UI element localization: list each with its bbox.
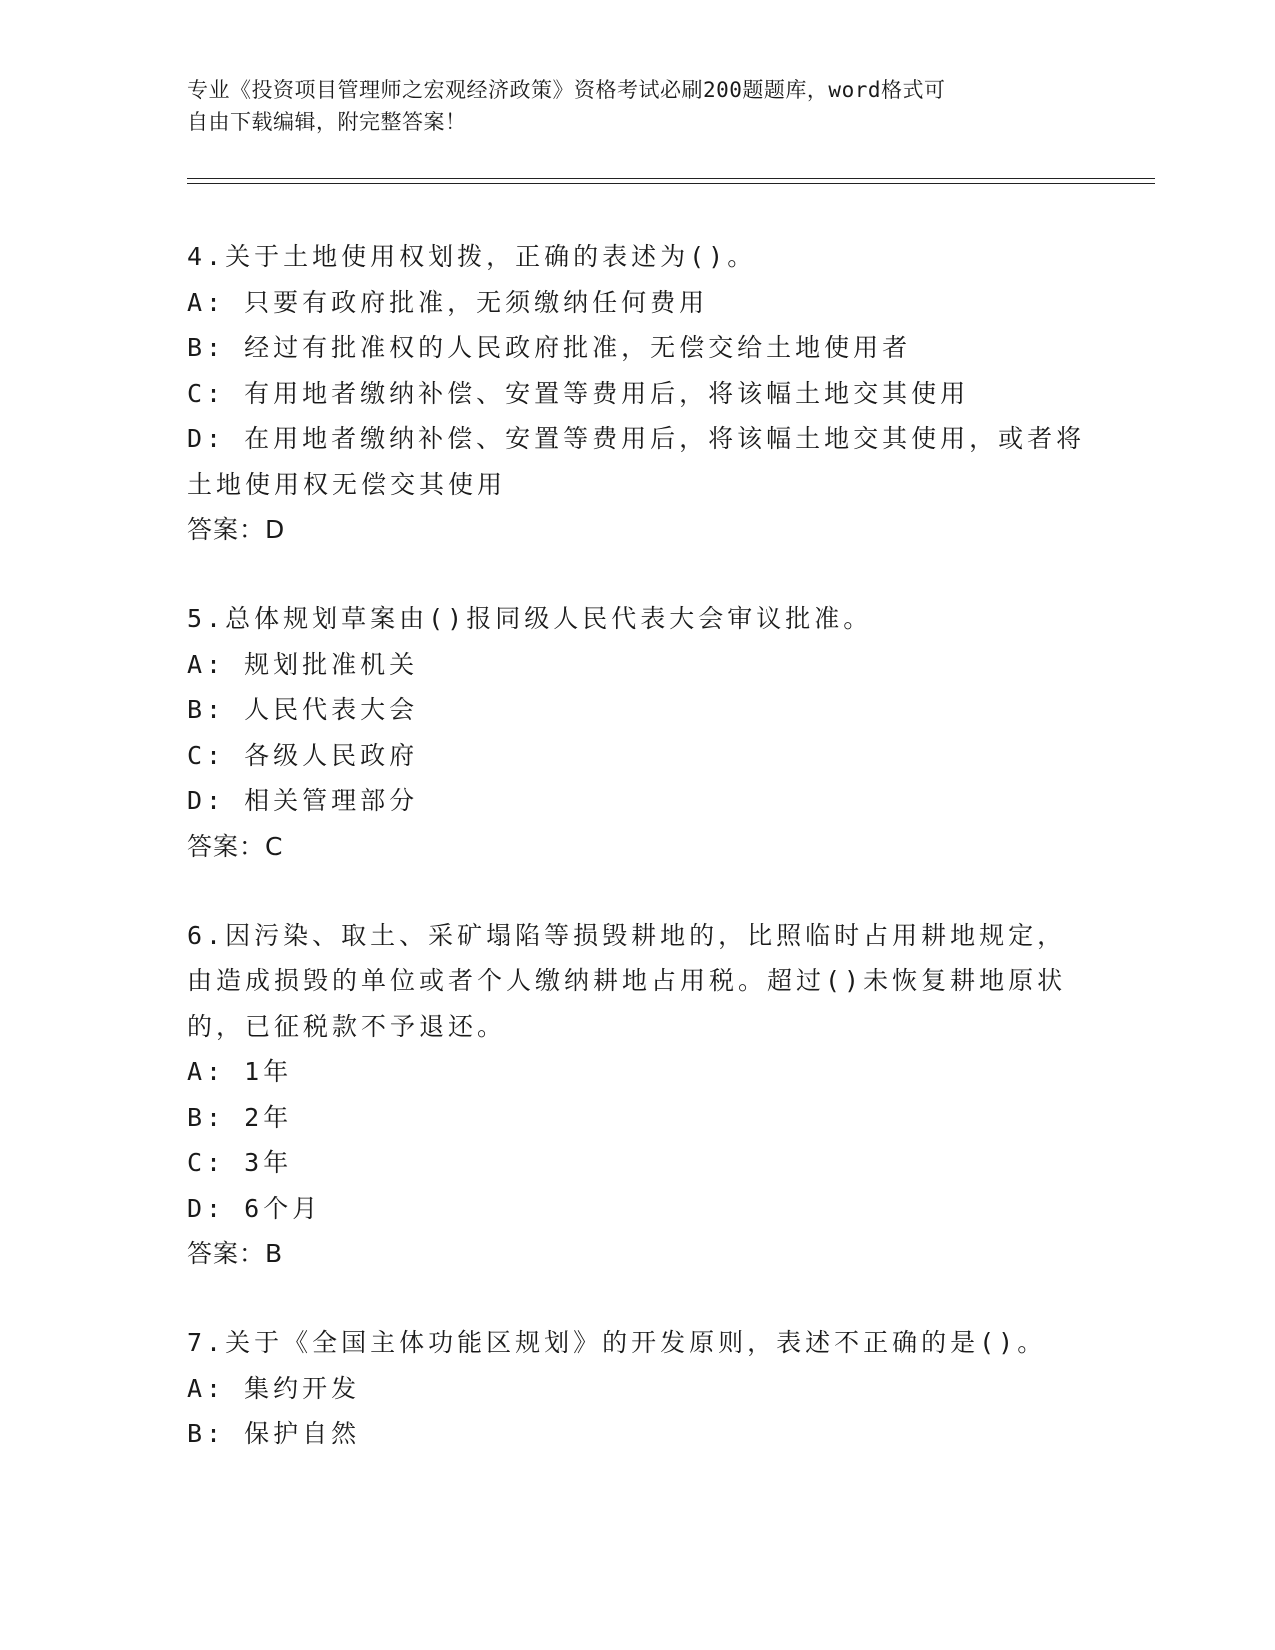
- header-divider-top: [187, 178, 1155, 179]
- question-block: [187, 234, 1087, 553]
- answer-option-line: B: 保护自然: [187, 1419, 361, 1448]
- question-stem-line: 由造成损毁的单位或者个人缴纳耕地占用税。超过()未恢复耕地原状: [187, 966, 1067, 995]
- question-stem-line: 7.关于《全国主体功能区规划》的开发原则，表述不正确的是()。: [187, 1328, 1047, 1357]
- question-block: [187, 1320, 1087, 1457]
- answer-option-line: D: 6个月: [187, 1193, 322, 1223]
- header-line-2: 自由下载编辑，附完整答案！: [187, 110, 467, 134]
- answer-option-line: A: 只要有政府批准，无须缴纳任何费用: [187, 287, 709, 317]
- header-divider-bottom: [187, 183, 1155, 184]
- answer-option-line: C: 有用地者缴纳补偿、安置等费用后，将该幅土地交其使用: [187, 378, 970, 408]
- answer-option-line: B: 经过有批准权的人民政府批准，无偿交给土地使用者: [187, 333, 912, 362]
- header-line-1: 专业《投资项目管理师之宏观经济政策》资格考试必刷200题题库，word格式可: [187, 78, 946, 102]
- question-stem-line: 的，已征税款不予退还。: [187, 1011, 507, 1041]
- answer-option-line: A: 集约开发: [187, 1373, 361, 1403]
- question-block: [187, 913, 1087, 1278]
- document-header: [187, 74, 1087, 138]
- answer-option-line: 土地使用权无偿交其使用: [187, 469, 507, 499]
- answer-option-line: D: 相关管理部分: [187, 786, 419, 815]
- answer-option-line: D: 在用地者缴纳补偿、安置等费用后，将该幅土地交其使用，或者将: [187, 424, 1086, 453]
- answer-option-line: C: 3年: [187, 1148, 293, 1177]
- question-stem-line: 6.因污染、取土、采矿塌陷等损毁耕地的，比照临时占用耕地规定，: [187, 920, 1067, 950]
- answer-option-line: B: 2年: [187, 1102, 293, 1132]
- question-block: [187, 596, 1087, 870]
- answer-option-line: A: 规划批准机关: [187, 649, 419, 679]
- answer-key: 答案：D: [187, 515, 286, 544]
- question-list: [187, 234, 1087, 1500]
- answer-key: 答案：C: [187, 831, 284, 861]
- answer-option-line: B: 人民代表大会: [187, 695, 419, 724]
- question-stem-line: 4.关于土地使用权划拨，正确的表述为()。: [187, 242, 757, 271]
- answer-key: 答案：B: [187, 1239, 284, 1268]
- answer-option-line: A: 1年: [187, 1057, 293, 1086]
- answer-option-line: C: 各级人民政府: [187, 740, 419, 770]
- question-stem-line: 5.总体规划草案由()报同级人民代表大会审议批准。: [187, 604, 873, 633]
